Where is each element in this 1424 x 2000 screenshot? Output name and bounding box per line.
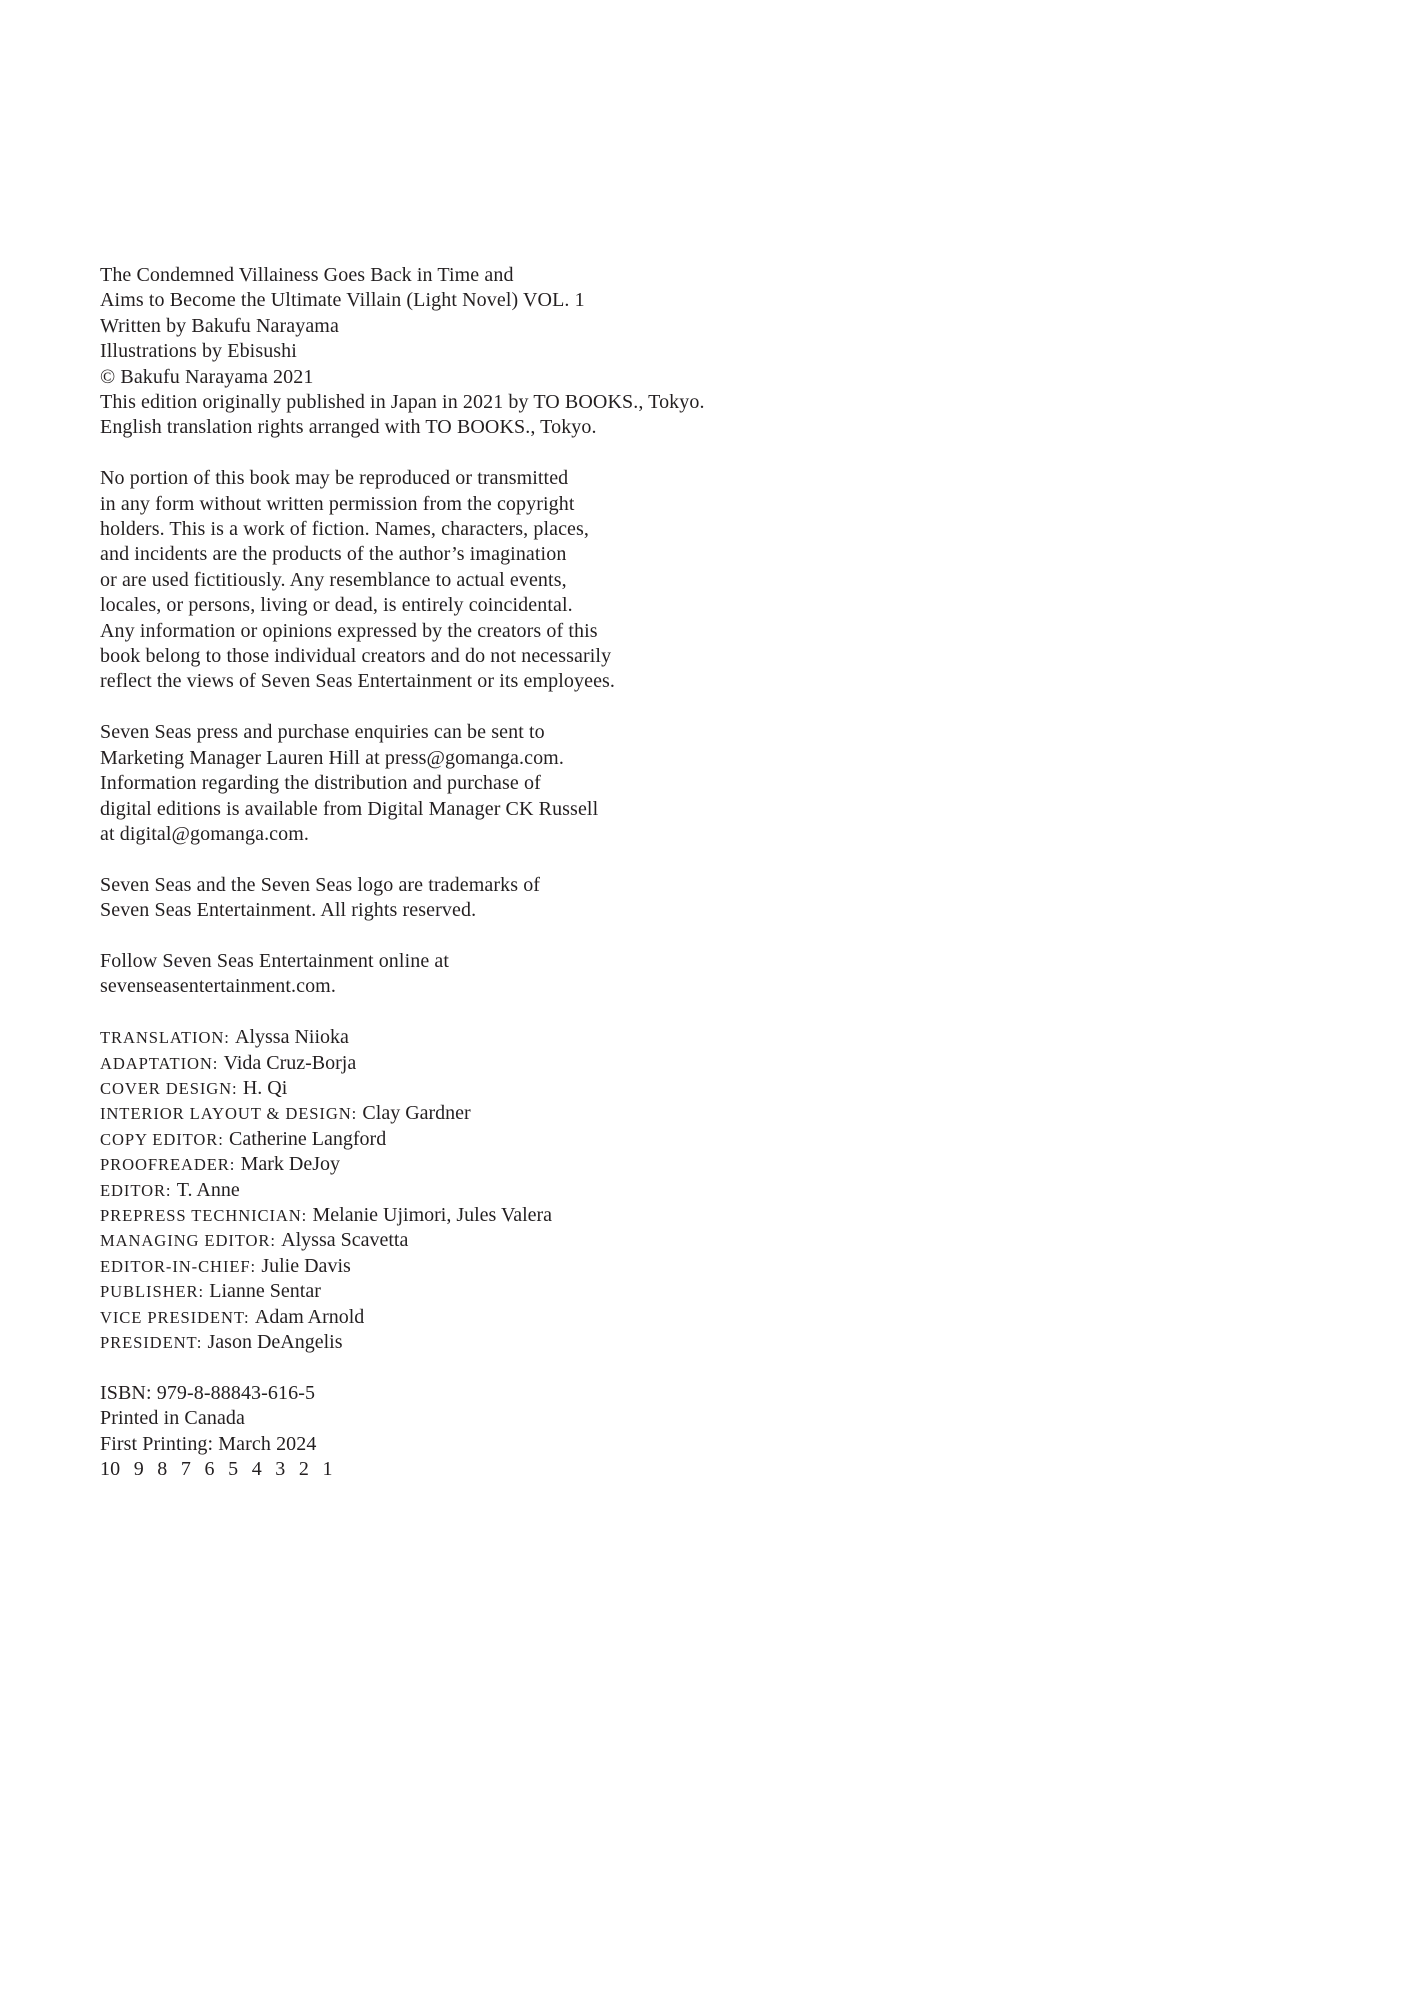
- credit-name: Alyssa Scavetta: [281, 1229, 409, 1252]
- credit-name: H. Qi: [242, 1076, 288, 1099]
- credit-row-cover-design: [100, 1076, 860, 1101]
- credit-role: TRANSLATION:: [100, 1028, 230, 1048]
- credit-role: VICE PRESIDENT:: [100, 1307, 250, 1327]
- rights-notice-line: or are used fictitiously. Any resemblance to actual events,: [100, 568, 567, 591]
- website-line: sevenseasentertainment.com.: [100, 975, 336, 998]
- translation-rights-line: English translation rights arranged with TO BOOKS., Tokyo.: [100, 416, 597, 439]
- credit-row-copy-editor: [100, 1127, 860, 1152]
- credit-name: Vida Cruz-Borja: [223, 1051, 357, 1074]
- credit-row-vice-president: [100, 1305, 860, 1330]
- credit-name: Clay Gardner: [362, 1102, 471, 1125]
- credit-name: Catherine Langford: [229, 1127, 387, 1150]
- rights-notice-line: holders. This is a work of fiction. Names, characters, places,: [100, 518, 590, 541]
- trademark-line: Seven Seas Entertainment. All rights reserved.: [100, 899, 477, 922]
- rights-notice-line: and incidents are the products of the author’s imagination: [100, 543, 567, 566]
- follow-line: Follow Seven Seas Entertainment online at: [100, 949, 450, 972]
- credit-role: PRESIDENT:: [100, 1332, 203, 1352]
- copyright-line: © Bakufu Narayama 2021: [100, 365, 314, 388]
- contact-info: [100, 720, 860, 847]
- credit-role: ADAPTATION:: [100, 1053, 219, 1073]
- rights-notice-line: Any information or opinions expressed by the creators of this: [100, 619, 598, 642]
- book-title-line: The Condemned Villainess Goes Back in Time and: [100, 264, 514, 286]
- credits-list: [100, 1025, 860, 1355]
- credit-row-editor-in-chief: [100, 1254, 860, 1279]
- rights-notice: [100, 466, 860, 695]
- credit-role: COVER DESIGN:: [100, 1078, 238, 1098]
- credit-row-managing-editor: [100, 1228, 860, 1253]
- credit-role: PREPRESS TECHNICIAN:: [100, 1205, 308, 1225]
- credit-name: Alyssa Niioka: [235, 1026, 349, 1049]
- credit-name: Julie Davis: [261, 1254, 351, 1277]
- edition-line: This edition originally published in Japan in 2021 by TO BOOKS., Tokyo.: [100, 391, 705, 414]
- colophon-page: [100, 263, 860, 1482]
- credit-name: Jason DeAngelis: [207, 1330, 343, 1353]
- contact-info-line: Information regarding the distribution and purchase of: [100, 772, 541, 795]
- credit-role: EDITOR-IN-CHIEF:: [100, 1256, 257, 1276]
- press-email-line: Marketing Manager Lauren Hill at press@gomanga.com.: [100, 746, 564, 769]
- isbn-line: ISBN: 979-8-88843-616-5: [100, 1381, 316, 1404]
- credit-role: COPY EDITOR:: [100, 1129, 224, 1149]
- credit-row-publisher: [100, 1279, 860, 1304]
- rights-notice-line: in any form without written permission from the copyright: [100, 492, 575, 515]
- credit-row-proofreader: [100, 1152, 860, 1177]
- credit-row-president: [100, 1330, 860, 1355]
- credit-name: Melanie Ujimori, Jules Valera: [312, 1203, 553, 1226]
- credit-row-adaptation: [100, 1051, 860, 1076]
- title-block: [100, 263, 860, 441]
- credit-row-prepress-technician: [100, 1203, 860, 1228]
- credit-name: Mark DeJoy: [240, 1153, 341, 1176]
- credit-role: MANAGING EDITOR:: [100, 1231, 276, 1251]
- credit-role: PROOFREADER:: [100, 1155, 236, 1175]
- credit-role: PUBLISHER:: [100, 1282, 204, 1302]
- digital-email-line: at digital@gomanga.com.: [100, 822, 309, 845]
- author-credit: Written by Bakufu Narayama: [100, 314, 339, 337]
- credit-name: Adam Arnold: [254, 1305, 365, 1328]
- credit-role: INTERIOR LAYOUT & DESIGN:: [100, 1104, 358, 1124]
- first-printing-line: First Printing: March 2024: [100, 1432, 317, 1455]
- rights-notice-line: book belong to those individual creators and do not necessarily: [100, 645, 612, 668]
- follow-info: [100, 949, 860, 1000]
- book-title-line: Aims to Become the Ultimate Villain (Light Novel) VOL. 1: [100, 289, 585, 312]
- trademark-line: Seven Seas and the Seven Seas logo are trademarks of: [100, 873, 541, 896]
- rights-notice-line: No portion of this book may be reproduced or transmitted: [100, 467, 569, 490]
- credit-row-translation: [100, 1025, 860, 1050]
- rights-notice-line: locales, or persons, living or dead, is entirely coincidental.: [100, 594, 573, 617]
- rights-notice-line: reflect the views of Seven Seas Entertainment or its employees.: [100, 670, 616, 693]
- printed-in-line: Printed in Canada: [100, 1407, 246, 1430]
- credit-row-interior-layout: [100, 1101, 860, 1126]
- printers-key-line: 10 9 8 7 6 5 4 3 2 1: [100, 1458, 333, 1480]
- credit-role: EDITOR:: [100, 1180, 172, 1200]
- illustrator-credit: Illustrations by Ebisushi: [100, 340, 297, 363]
- printing-info: [100, 1381, 860, 1483]
- contact-info-line: Seven Seas press and purchase enquiries can be sent to: [100, 721, 545, 744]
- credit-name: T. Anne: [176, 1178, 240, 1201]
- credit-name: Lianne Sentar: [209, 1280, 321, 1303]
- credit-row-editor: [100, 1178, 860, 1203]
- contact-info-line: digital editions is available from Digital Manager CK Russell: [100, 797, 599, 820]
- trademark-notice: [100, 873, 860, 924]
